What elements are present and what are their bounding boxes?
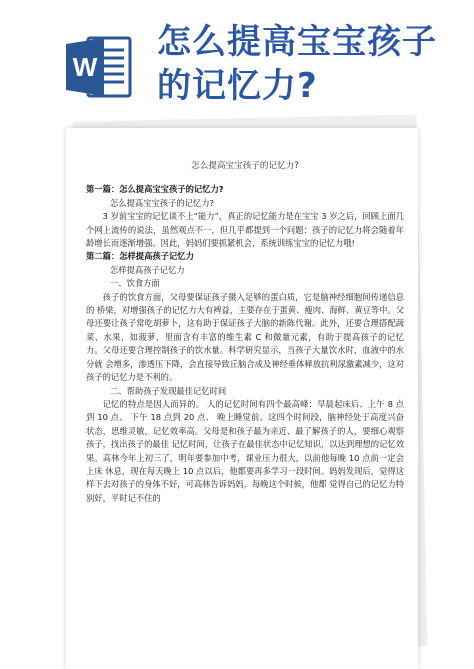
word-icon bbox=[66, 36, 132, 98]
document-content bbox=[86, 160, 404, 505]
banner-title-line-2: 的记忆力? bbox=[157, 66, 318, 106]
list-heading: 一、饮食方面 bbox=[110, 278, 160, 289]
section-heading-2: 第二篇：怎样提高孩子记忆力 bbox=[86, 251, 194, 262]
page-title: 怎么提高宝宝孩子的记忆力? bbox=[191, 161, 299, 171]
paragraph: 3 岁前宝宝的记忆谈不上“能力”，真正的记忆能力是在宝宝 3 岁之后，回顾上面几个网上流传的说法，虽然观点不一，但几乎都提到一个问题：孩子的记忆力将会随着年龄增长而逐渐增强。因此，妈妈们要抓紧机会，系统训练宝宝的记忆力哦! bbox=[86, 211, 404, 249]
document-page bbox=[66, 128, 418, 669]
subheading: 怎样提高孩子记忆力 bbox=[110, 264, 185, 275]
banner-title-line-1: 怎么提高宝宝孩子 bbox=[157, 22, 437, 62]
paragraph: 孩子的饮食方面，父母要保证孩子摄入足够的蛋白质，它是脑神经细胞间传递信息的 桥梁，对增强孩子的记忆力大有裨益，主要存在于蛋黄、瘦肉、海鲜、黄豆等中。父母还要让孩子常吃胡萝卜，这有助于保证孩子大脑的新陈代谢。此外，还要合理搭配蔬菜、水果，如菠萝，里面含有丰富的维生素 C 和微量元素，有助于提高孩子的记忆力。父母还要合理控制孩子的饮水量。科学研究显示，当孩子大量饮水时，血液中的水分就 会增多，渗透压下降，会直接导致丘脑合成及神经垂体释放抗利尿激素减少，这对孩子的记忆力是不利的。 bbox=[86, 291, 404, 383]
paragraph: 记忆的特点是因人而异的。 人的记忆时间有四个最高峰：早晨起床后、上午 8 点到 10 点、 下午 18 点到 20 点、 晚上睡觉前。这四个时间段，脑神经处于高度兴奋状态，思维灵敏，记忆效率高。父母是和孩子最为亲近、最了解孩子的人，要细心观察孩子，找出孩子的最佳 记忆时间，让孩子在最佳状态中记忆知识，以达到理想的记忆效果。高林今年上初三了，明年要参加中考，课业压力很大，以前他每晚 10 点前一定会上床 休息，现在每天晚上 10 点以后，他都要再多学习一段时间。妈妈发现后，觉得这样下去对孩子的身体不好，可高林告诉妈妈，每晚这个时候，他都 觉得自己的记忆力特别好，平时记不住的 bbox=[86, 398, 404, 503]
list-heading: 二、帮助孩子发现最佳记忆时间 bbox=[110, 385, 227, 396]
document-title-banner bbox=[157, 20, 457, 108]
banner bbox=[0, 0, 474, 120]
section-heading-1: 第一篇：怎么提高宝宝孩子的记忆力? bbox=[86, 184, 224, 195]
word-icon-letter: W bbox=[72, 52, 98, 82]
subheading: 怎么提高宝宝孩子的记忆力? bbox=[110, 197, 214, 208]
